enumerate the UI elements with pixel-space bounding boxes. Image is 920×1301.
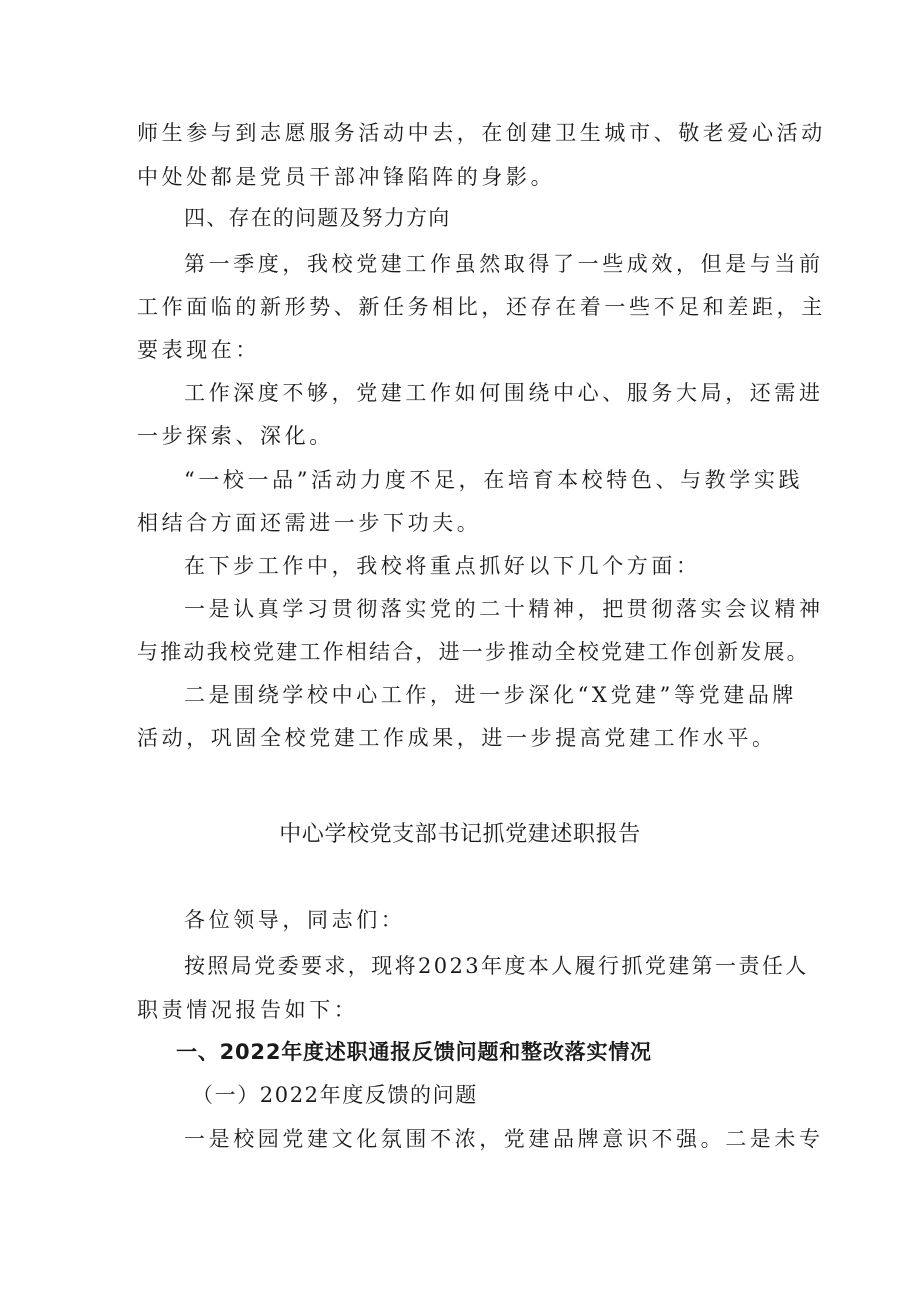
paragraph-line: 按照局党委要求，现将2023年度本人履行抓党建第一责任人 — [184, 954, 809, 978]
paragraph-line: 工作面临的新形势、新任务相比，还存在着一些不足和差距，主 — [137, 295, 826, 319]
paragraph-line: 师生参与到志愿服务活动中去，在创建卫生城市、敬老爱心活动 — [137, 121, 826, 145]
paragraph-line: 与推动我校党建工作相结合，进一步推动全校党建工作创新发展。 — [137, 640, 810, 664]
paragraph-line: 中处处都是党员干部冲锋陷阵的身影。 — [137, 165, 556, 189]
paragraph-line: “一校一品”活动力度不足，在培育本校特色、与教学实践 — [184, 468, 804, 492]
salutation: 各位领导，同志们： — [184, 908, 406, 932]
paragraph-line: 工作深度不够，党建工作如何围绕中心、服务大局，还需进 — [184, 381, 824, 405]
paragraph-line: 二是围绕学校中心工作，进一步深化“X党建”等党建品牌 — [184, 683, 798, 707]
subsection-heading: （一）2022年度反馈的问题 — [192, 1083, 478, 1107]
report-title: 中心学校党支部书记抓党建述职报告 — [279, 822, 641, 847]
paragraph-line: 一是认真学习贯彻落实党的二十精神，把贯彻落实会议精神 — [184, 597, 824, 621]
paragraph-line: 一步探索、深化。 — [137, 424, 334, 448]
paragraph-line: 活动，巩固全校党建工作成果，进一步提高党建工作水平。 — [137, 726, 777, 750]
paragraph-line: 职责情况报告如下： — [137, 998, 359, 1022]
section-heading: 四、存在的问题及努力方向 — [184, 206, 451, 230]
paragraph-line: 第一季度，我校党建工作虽然取得了一些成效，但是与当前 — [184, 252, 824, 276]
paragraph-line: 一是校园党建文化氛围不浓，党建品牌意识不强。二是未专 — [184, 1127, 824, 1151]
section-heading: 一、2022年度述职通报反馈问题和整改落实情况 — [176, 1040, 652, 1064]
paragraph-line: 相结合方面还需进一步下功夫。 — [137, 511, 482, 535]
paragraph-line: 要表现在： — [137, 338, 260, 362]
paragraph-line: 在下步工作中，我校将重点抓好以下几个方面： — [184, 554, 701, 578]
